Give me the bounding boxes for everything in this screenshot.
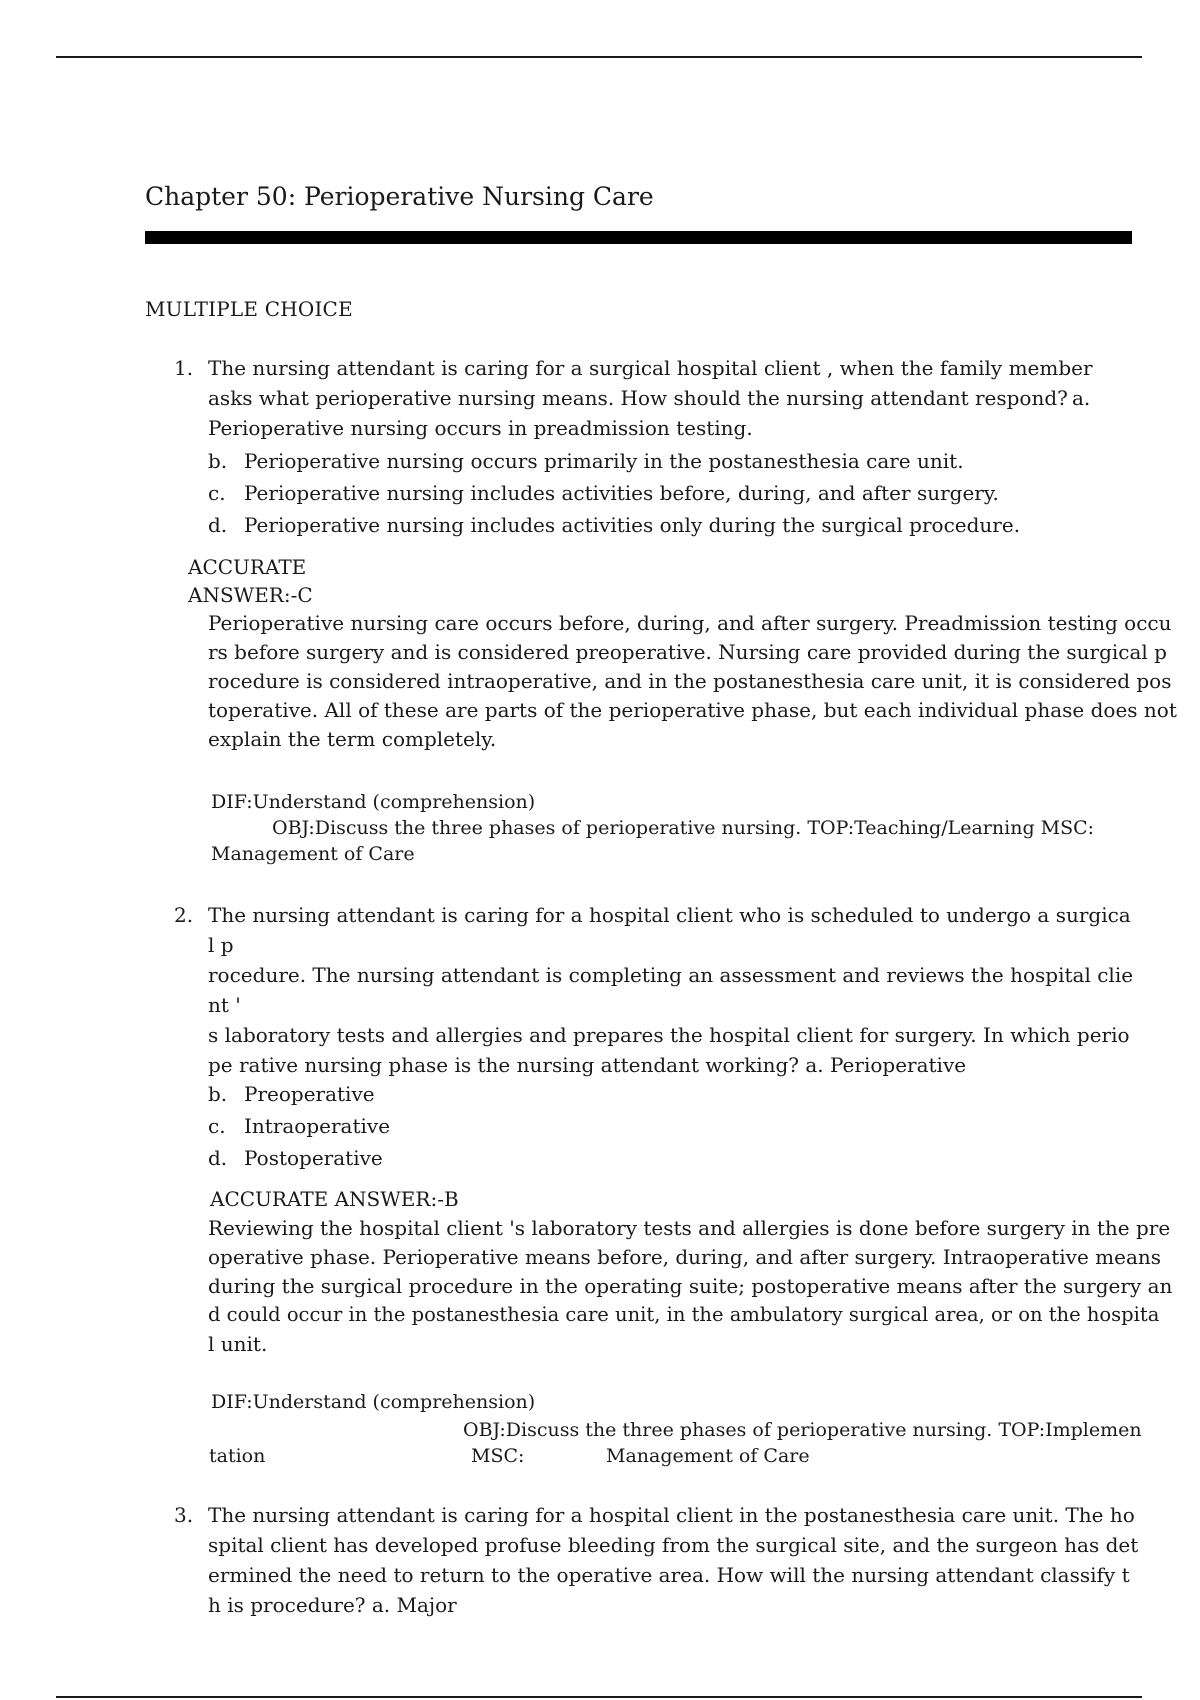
rationale-line: explain the term completely. <box>208 727 497 751</box>
question-text-line: asks what perioperative nursing means. How should the nursing attendant respond? <box>208 386 1068 410</box>
msc-label: MSC: <box>471 1445 525 1467</box>
msc-value: Management of Care <box>211 843 415 865</box>
option-d-letter: d. <box>208 513 228 537</box>
option-c-letter: c. <box>208 481 226 505</box>
msc-value: Management of Care <box>606 1445 810 1467</box>
question-text-line: rocedure. The nursing attendant is completing an assessment and reviews the hospital clie <box>208 963 1134 987</box>
rationale-line: Reviewing the hospital client 's laboratory tests and allergies is done before surgery in the pre <box>208 1216 1171 1240</box>
option-b-letter: b. <box>208 1082 228 1106</box>
option-d-text: Perioperative nursing includes activities only during the surgical procedure. <box>244 513 1021 537</box>
question-text-line: s laboratory tests and allergies and prepares the hospital client for surgery. In which perio <box>208 1023 1130 1047</box>
answer: ACCURATE ANSWER:-B <box>210 1187 459 1211</box>
question-number: 1. <box>174 356 194 380</box>
question-text-line: h is procedure? a. Major <box>208 1593 457 1617</box>
objective-continuation: tation <box>209 1445 266 1467</box>
rationale-line: during the surgical procedure in the operating suite; postoperative means after the surgery an <box>208 1274 1173 1298</box>
question-number: 2. <box>174 903 194 927</box>
option-b-text: Preoperative <box>244 1082 375 1106</box>
option-d-text: Postoperative <box>244 1146 383 1170</box>
question-text-line: The nursing attendant is caring for a hospital client who is scheduled to undergo a surgica <box>208 903 1131 927</box>
rationale-line: operative phase. Perioperative means before, during, and after surgery. Intraoperative means <box>208 1245 1162 1269</box>
option-a-text: Perioperative nursing occurs in preadmission testing. <box>208 416 753 440</box>
objective: OBJ:Discuss the three phases of perioperative nursing. TOP:Teaching/Learning MSC: <box>272 817 1095 839</box>
option-b-text: Perioperative nursing occurs primarily in the postanesthesia care unit. <box>244 449 964 473</box>
question-text-line: pe rative nursing phase is the nursing attendant working? a. Perioperative <box>208 1053 967 1077</box>
rationale-line: d could occur in the postanesthesia care unit, in the ambulatory surgical area, or on the hospita <box>208 1303 1160 1326</box>
answer-value: ANSWER:-C <box>188 583 313 607</box>
difficulty: DIF:Understand (comprehension) <box>211 1391 536 1413</box>
rationale-line: rs before surgery and is considered preoperative. Nursing care provided during the surgical p <box>208 640 1167 664</box>
option-c-text: Intraoperative <box>244 1114 391 1138</box>
option-d-letter: d. <box>208 1146 228 1170</box>
option-a-letter: a. <box>1072 386 1091 410</box>
question-text-line: The nursing attendant is caring for a hospital client in the postanesthesia care unit. The ho <box>208 1503 1135 1527</box>
question-text-line: ermined the need to return to the operative area. How will the nursing attendant classify t <box>208 1563 1130 1587</box>
rationale-line: Perioperative nursing care occurs before, during, and after surgery. Preadmission testing occu <box>208 611 1172 635</box>
option-c-text: Perioperative nursing includes activities before, during, and after surgery. <box>244 481 999 505</box>
rationale-line: rocedure is considered intraoperative, and in the postanesthesia care unit, it is considered pos <box>208 669 1172 693</box>
option-b-letter: b. <box>208 449 228 473</box>
option-c-letter: c. <box>208 1114 226 1138</box>
question-text-line: nt ' <box>208 993 241 1017</box>
section-heading: MULTIPLE CHOICE <box>145 297 353 321</box>
question-text-line: l p <box>208 933 234 957</box>
question-text-line: The nursing attendant is caring for a surgical hospital client , when the family member <box>208 356 1093 380</box>
difficulty: DIF:Understand (comprehension) <box>211 791 536 813</box>
question-text-line: spital client has developed profuse bleeding from the surgical site, and the surgeon has det <box>208 1533 1139 1557</box>
objective: OBJ:Discuss the three phases of perioperative nursing. TOP:Implemen <box>463 1419 1142 1441</box>
chapter-title: Chapter 50: Perioperative Nursing Care <box>145 182 654 211</box>
rationale-line: l unit. <box>208 1332 268 1356</box>
title-divider <box>145 231 1132 244</box>
answer-label: ACCURATE <box>188 555 307 579</box>
bottom-rule <box>56 1696 1142 1698</box>
rationale-line: toperative. All of these are parts of the perioperative phase, but each individual phase does not <box>208 698 1177 722</box>
question-number: 3. <box>174 1503 194 1527</box>
top-rule <box>56 56 1142 58</box>
